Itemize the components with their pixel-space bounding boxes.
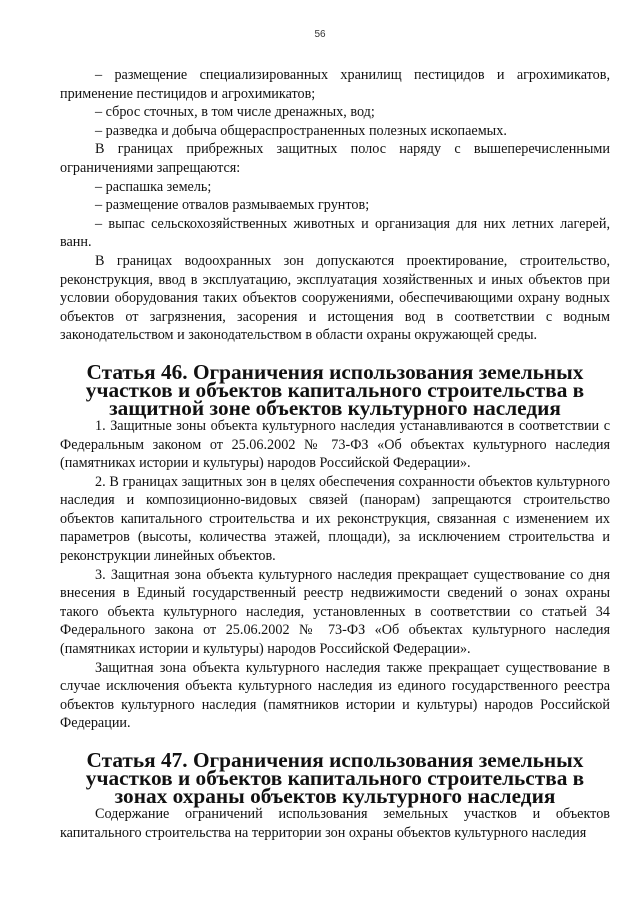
document-body <box>60 66 610 842</box>
article-heading: Статья 47. Ограничения использования земельных участков и объектов капитального строительства в зонах охраны объектов культурного наследия <box>85 748 585 808</box>
list-item: – выпас сельскохозяйственных животных и организация для них летних лагерей, ванн. <box>60 215 610 251</box>
page-number: 56 <box>314 29 326 40</box>
paragraph: Содержание ограничений использования земельных участков и объектов капитального строительства на территории зон охраны объектов культурного наследия <box>60 806 610 841</box>
list-item: – сброс сточных, в том числе дренажных, вод; <box>95 104 375 121</box>
paragraph: 2. В границах защитных зон в целях обеспечения сохранности объектов культурного наследия и композиционно-видовых связей (панорам) запрещаются строительство объектов капитального строительства и их реконструкция, связанная с изменением их параметров (высоты, количества этажей, площади), за исключением строительства и реконструкции линейных объектов. <box>60 473 610 565</box>
list-item: – разведка и добыча общераспространенных полезных ископаемых. <box>95 122 507 139</box>
paragraph: В границах водоохранных зон допускаются проектирование, строительство, реконструкция, ввод в эксплуатацию, эксплуатация хозяйственных и иных объектов при условии оборудования таких объектов сооружениями, обеспечивающими охрану водных объектов от загрязнения, засорения и истощения вод в соответствии с водным законодательством и законодательством в области охраны окружающей среды. <box>60 252 610 344</box>
list-item: – размещение специализированных хранилищ пестицидов и агрохимикатов, применение пестицидов и агрохимикатов; <box>60 67 610 102</box>
paragraph: 3. Защитная зона объекта культурного наследия прекращает существование со дня внесения в Единый государственный реестр недвижимости сведений о зонах охраны такого объекта культурного наследия, установленных в соответствии со статьей 34 Федерального закона от 25.06.2002 № 73-ФЗ «Об объектах культурного наследия (памятниках истории и культуры) народов Российской Федерации». <box>60 566 610 658</box>
list-item: – размещение отвалов размываемых грунтов; <box>95 197 370 214</box>
paragraph: 1. Защитные зоны объекта культурного наследия устанавливаются в соответствии с Федеральным законом от 25.06.2002 № 73-ФЗ «Об объектах культурного наследия (памятниках истории и культуры) народов Российской Федерации». <box>60 417 610 472</box>
article-heading: Статья 46. Ограничения использования земельных участков и объектов капитального строительства в защитной зоне объектов культурного наследия <box>85 359 585 420</box>
paragraph: Защитная зона объекта культурного наследия также прекращает существование в случае исключения объекта культурного наследия из единого государственного реестра объектов культурного наследия (памятников истории и культуры) народов Российской Федерации. <box>60 659 610 732</box>
list-item: – распашка земель; <box>95 178 212 195</box>
paragraph: В границах прибрежных защитных полос наряду с вышеперечисленными ограничениями запрещаются: <box>60 141 610 176</box>
